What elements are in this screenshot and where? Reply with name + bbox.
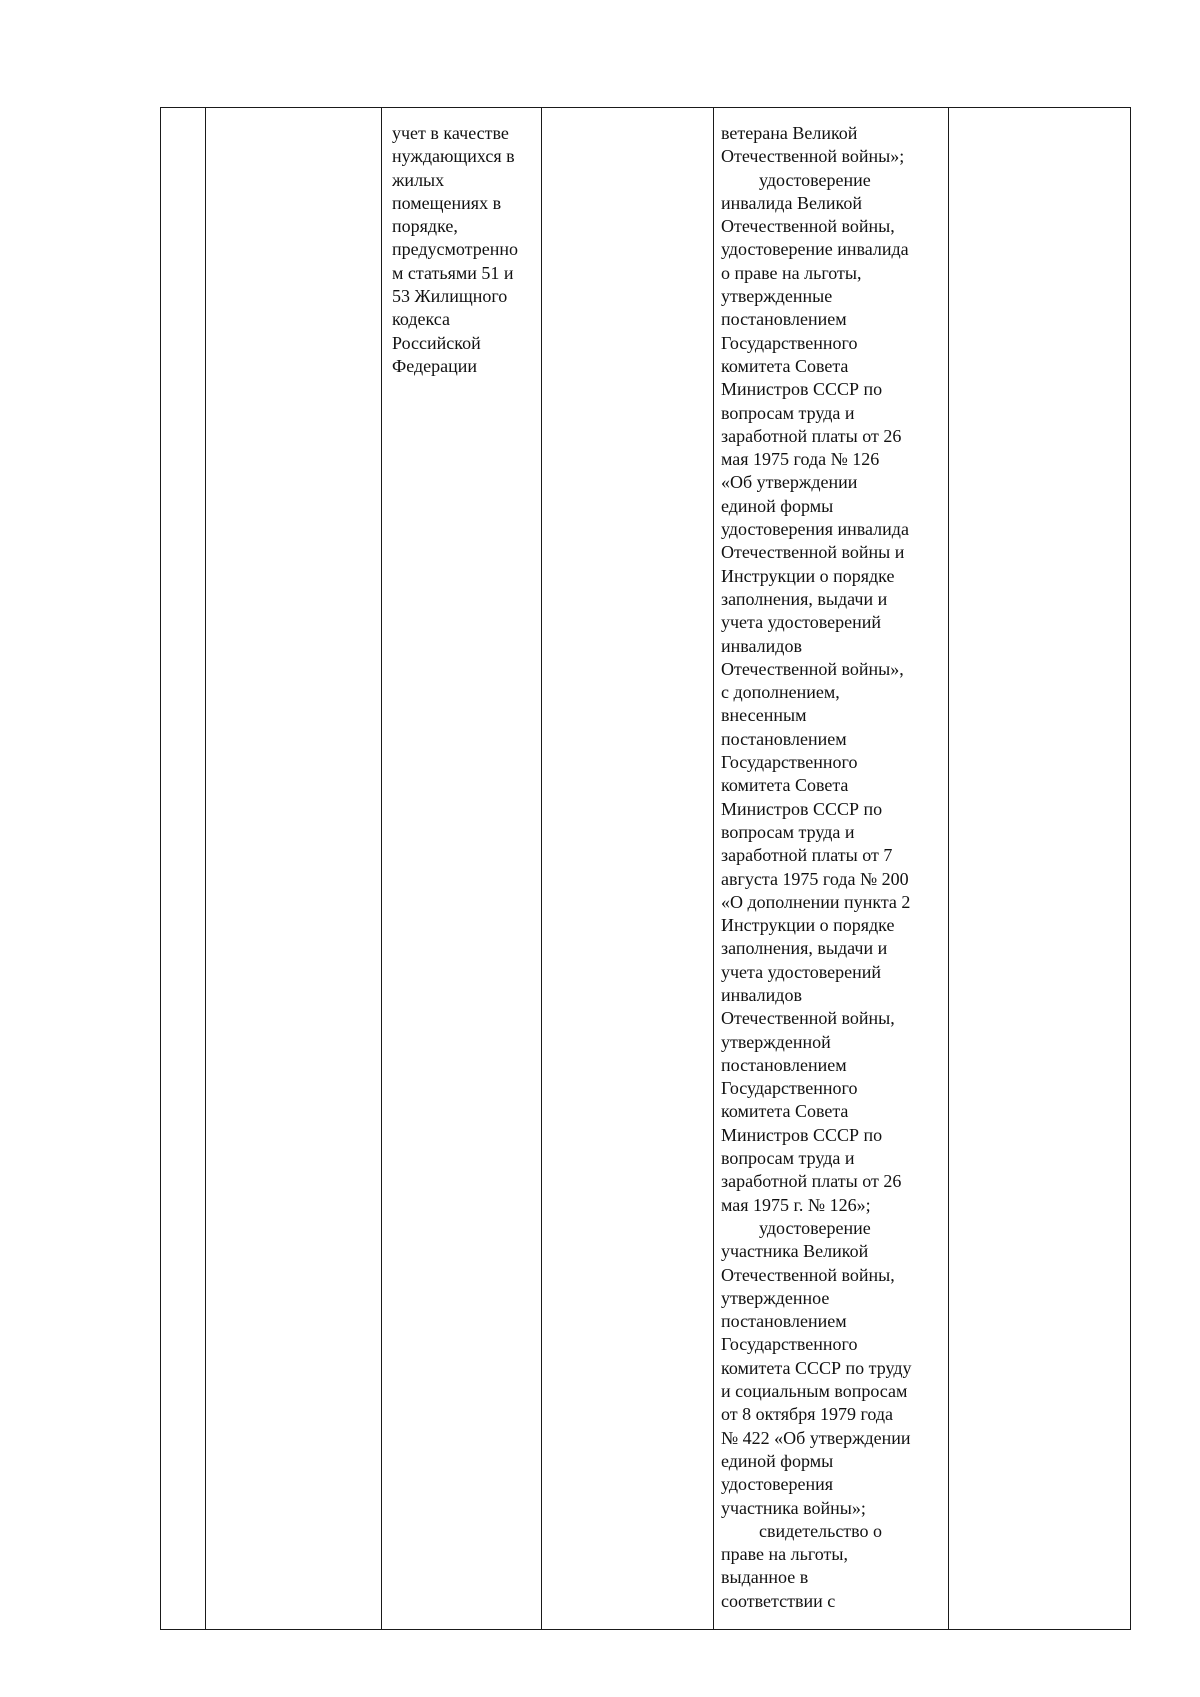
text-line: от 8 октября 1979 года [721,1404,894,1425]
text-line: соответствии с [721,1590,836,1611]
text-line: постановлением [721,1054,847,1075]
text-line: Государственного [721,752,858,773]
text-line: 53 Жилищного [392,286,508,307]
text-line: комитета Совета [721,355,849,376]
text-line: внесенным [721,705,807,726]
paragraph [721,122,942,169]
text-line: Инструкции о порядке [721,565,895,586]
text-line: мая 1975 г. № 126»; [721,1194,871,1215]
text-line: учет в качестве [392,123,509,143]
text-line: Отечественной войны, [721,1264,895,1285]
housing-registration-text [382,108,541,378]
text-line: с дополнением, [721,682,840,703]
text-line: инвалидов [721,635,802,656]
text-line: Государственного [721,1078,858,1099]
text-line: удостоверение [759,169,871,190]
text-line: нуждающихся в [392,146,515,167]
text-line: выданное в [721,1567,809,1588]
text-line: инвалида Великой [721,192,863,213]
text-line: заработной платы от 26 [721,425,902,446]
text-line: вопросам труда и [721,821,855,842]
cell-col1 [161,108,206,1630]
text-line: Министров СССР по [721,1124,883,1145]
text-line: утвержденные [721,286,833,307]
text-line: утвержденное [721,1287,830,1308]
text-line: удостоверения [721,1474,834,1495]
text-line: Государственного [721,1334,858,1355]
text-line: учета удостоверений [721,961,881,982]
text-line: мая 1975 года № 126 [721,449,880,470]
text-line: участника войны»; [721,1497,866,1518]
text-line: единой формы [721,495,834,516]
cell-col5 [714,108,949,1630]
cell-col6 [949,108,1131,1630]
cell-col4 [542,108,714,1630]
text-line: участника Великой [721,1241,869,1262]
text-line: августа 1975 года № 200 [721,868,909,889]
text-line: постановлением [721,309,847,330]
text-line: Отечественной войны»; [721,146,905,167]
text-line: Отечественной войны и [721,542,905,563]
cell-col2 [206,108,382,1630]
text-line: предусмотренно [392,239,519,260]
text-line: постановлением [721,728,847,749]
text-line: удостоверения инвалида [721,519,909,540]
documents-list-text [714,108,948,1613]
text-line: «Об утверждении [721,472,858,493]
text-line: № 422 «Об утверждении [721,1427,911,1448]
text-line: Отечественной войны, [721,1008,895,1029]
text-line: Федерации [392,355,478,376]
text-line: вопросам труда и [721,402,855,423]
text-line: помещениях в [392,192,502,213]
text-line: Министров СССР по [721,798,883,819]
text-line: праве на льготы, [721,1544,848,1565]
benefits-table [160,107,1131,1630]
text-line: о праве на льготы, [721,262,862,283]
text-line: вопросам труда и [721,1148,855,1169]
text-line: Министров СССР по [721,379,883,400]
text-line: порядке, [392,216,458,237]
text-line: учета удостоверений [721,612,881,633]
text-line: постановлением [721,1311,847,1332]
text-line: инвалидов [721,984,802,1005]
cell-col3 [382,108,542,1630]
text-line: Российской [392,332,481,353]
text-line: утвержденной [721,1031,831,1052]
text-line: свидетельство о [759,1520,883,1541]
text-line: жилых [392,169,445,190]
paragraph [721,1520,942,1613]
text-line: Инструкции о порядке [721,915,895,936]
text-line: м статьями 51 и [392,262,514,283]
text-line: Отечественной войны, [721,216,895,237]
paragraph [721,1217,942,1520]
text-line: комитета Совета [721,775,849,796]
text-line: ветерана Великой [721,123,858,143]
text-line: и социальным вопросам [721,1381,908,1402]
text-line: кодекса [392,309,450,330]
text-line: единой формы [721,1450,834,1471]
text-line: заработной платы от 7 [721,845,893,866]
text-line: заработной платы от 26 [721,1171,902,1192]
text-line: заполнения, выдачи и [721,588,888,609]
text-line: заполнения, выдачи и [721,938,888,959]
text-line: удостоверение инвалида [721,239,909,260]
table-row [161,108,1131,1630]
text-line: удостоверение [759,1217,871,1238]
text-line: комитета СССР по труду [721,1357,912,1378]
text-line: Отечественной войны», [721,658,904,679]
text-line: «О дополнении пункта 2 [721,891,911,912]
text-line: комитета Совета [721,1101,849,1122]
text-line: Государственного [721,332,858,353]
paragraph [721,169,942,1217]
